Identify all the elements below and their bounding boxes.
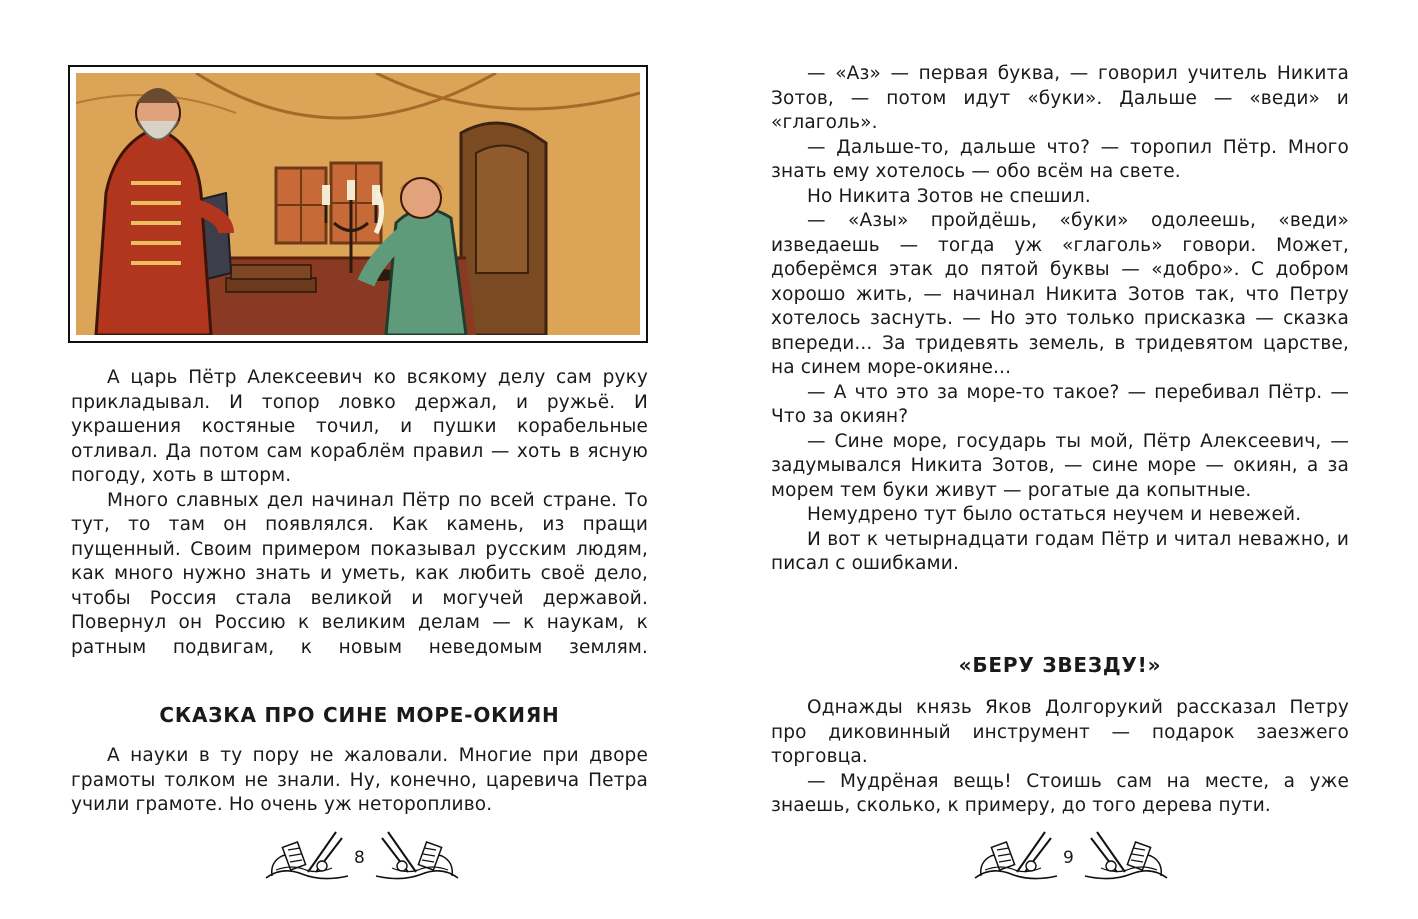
paragraph: — Мудрёная вещь! Стоишь сам на месте, а уже знаешь, сколько, к примеру, до того дерева пути. bbox=[771, 770, 1349, 816]
chapter-heading: «БЕРУ ЗВЕЗДУ!» bbox=[958, 653, 1162, 677]
paragraph: — Сине море, государь ты мой, Пётр Алексеевич, — задумывался Никита Зотов, — сине море — окиян, а за морем тем буки живут — рогатые да копытные. bbox=[771, 430, 1349, 501]
illustration-art bbox=[76, 73, 640, 335]
paragraph: А науки в ту пору не жаловали. Многие при дворе грамоты толком не знали. Ну, конечно, царевича Петра учили грамоте. Но очень уж неторопливо. bbox=[71, 745, 648, 815]
chapter-heading: СКАЗКА ПРО СИНЕ МОРЕ-ОКИЯН bbox=[159, 703, 560, 727]
folio-ornament bbox=[971, 826, 1171, 886]
dialogue-text bbox=[771, 62, 1349, 577]
paragraph: — Дальше-то, дальше что? — торопил Пётр. Много знать ему хотелось — обо всём на свете. bbox=[771, 136, 1349, 182]
paragraph: Но Никита Зотов не спешил. bbox=[807, 185, 1091, 207]
right-page bbox=[709, 0, 1418, 919]
paragraph: Много славных дел начинал Пётр по всей стране. То тут, то там он появлялся. Как камень, из пращи пущенный. Своим примером показывал русским людям, как много нужно знать и уметь, как любить своё дело, чтобы Россия стала великой и могучей державой. Повернул он Россию к великим делам — к наукам, к ратным подвигам, к новым неведомым землям. bbox=[71, 489, 648, 658]
story-text bbox=[771, 696, 1349, 819]
intro-text bbox=[71, 366, 648, 660]
illustration-canvas bbox=[76, 73, 640, 335]
paragraph: — А что это за море-то такое? — перебивал Пётр. — Что за окиян? bbox=[771, 381, 1349, 427]
paragraph: И вот к четырнадцати годам Пётр и читал неважно, и писал с ошибками. bbox=[771, 528, 1349, 574]
illustration-tsar-and-teacher bbox=[68, 65, 648, 343]
paragraph: — «Азы» пройдёшь, «буки» одолеешь, «веди» изведаешь — тогда уж «глаголь» говори. Может, доберёмся этак до пятой буквы — «добро». С добром хорошо жить, — начинал Никита Зотов так, что Петру хотелось заснуть. — Но это только присказка — сказка впереди... За тридевять земель, в тридевятом царстве, на синем море-окияне... bbox=[771, 210, 1349, 378]
ornament-left-icon bbox=[971, 826, 1061, 886]
ornament-right-icon bbox=[1081, 826, 1171, 886]
paragraph: А царь Пётр Алексеевич ко всякому делу сам руку прикладывал. И топор ловко держал, и ружьё. И украшения костяные точил, и пушки корабельные отливал. Да потом сам кораблём правил — хоть в ясную погоду, хоть в шторм. bbox=[71, 367, 648, 486]
ornament-left-icon bbox=[262, 826, 352, 886]
page-number: 8 bbox=[354, 848, 365, 868]
page-number: 9 bbox=[1063, 848, 1074, 868]
paragraph: — «Аз» — первая буква, — говорил учитель Никита Зотов, — потом идут «буки». Дальше — «веди» и «глаголь». bbox=[771, 63, 1349, 133]
story-text bbox=[71, 744, 648, 818]
folio-ornament bbox=[262, 826, 462, 886]
paragraph: Однажды князь Яков Долгорукий рассказал Петру про диковинный инструмент — подарок заезжего торговца. bbox=[771, 697, 1349, 767]
paragraph: Немудрено тут было остаться неучем и невежей. bbox=[807, 504, 1302, 525]
ornament-right-icon bbox=[372, 826, 462, 886]
